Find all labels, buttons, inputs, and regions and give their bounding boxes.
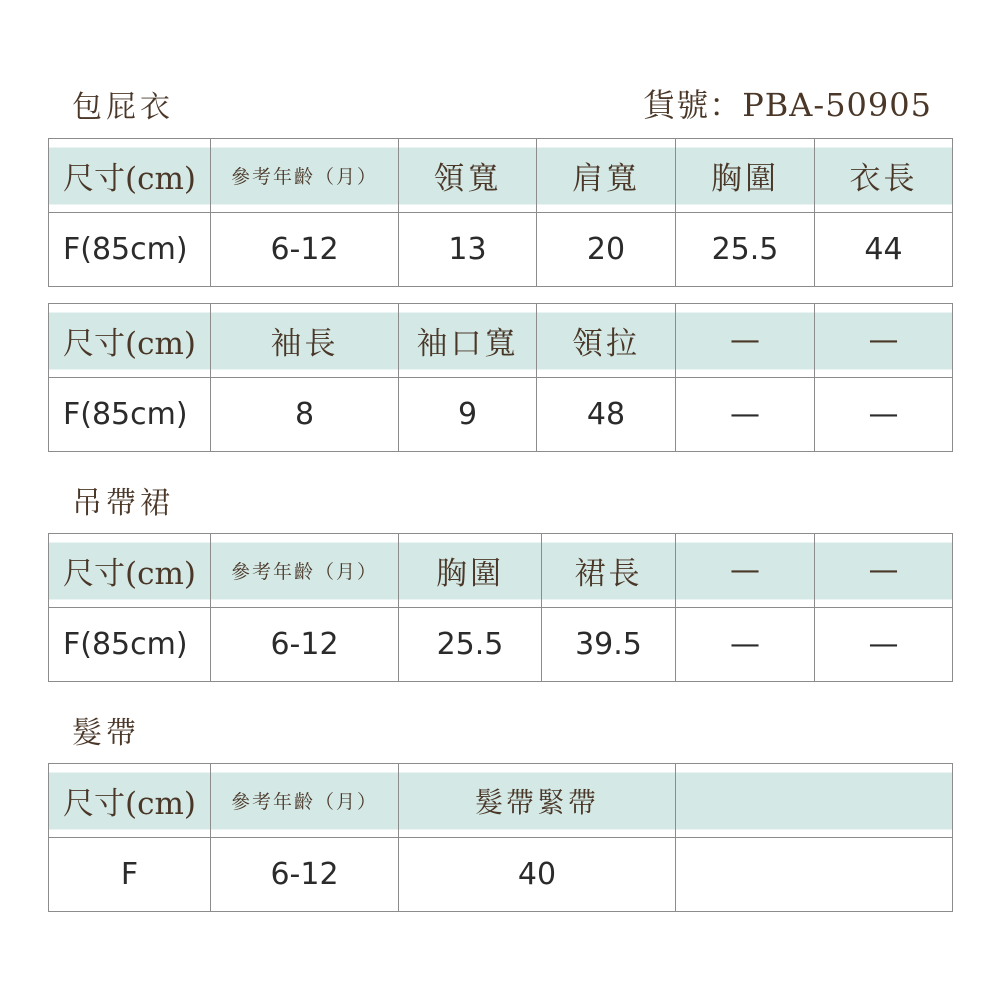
- table-row: [49, 838, 953, 912]
- header-chest: 胸圍: [676, 139, 815, 213]
- cell-empty-dash: —: [815, 378, 953, 452]
- cell-empty-dash: —: [676, 378, 815, 452]
- table-row: [49, 213, 953, 287]
- cell-empty-dash: —: [815, 608, 953, 682]
- header-size: 尺寸(cm): [49, 139, 211, 213]
- cell-neck-width: 13: [399, 213, 537, 287]
- bodysuit-size-table-2: [48, 303, 953, 452]
- table-header-row: [49, 304, 953, 378]
- cell-chest: 25.5: [676, 213, 815, 287]
- header-sleeve-length: 袖長: [211, 304, 399, 378]
- header-empty-dash: —: [676, 304, 815, 378]
- section-title-bodysuit: 包屁衣: [72, 90, 174, 125]
- header-neck-stretch: 領拉: [537, 304, 676, 378]
- header-age: 參考年齡（月）: [211, 764, 399, 838]
- cell-cuff-width: 9: [399, 378, 537, 452]
- header-empty-dash: —: [676, 534, 815, 608]
- header-size: 尺寸(cm): [49, 764, 211, 838]
- cell-neck-stretch: 48: [537, 378, 676, 452]
- cell-skirt-length: 39.5: [542, 608, 676, 682]
- cell-length: 44: [815, 213, 953, 287]
- cell-age: 6-12: [211, 838, 399, 912]
- header-size: 尺寸(cm): [49, 304, 211, 378]
- header-empty: [676, 764, 953, 838]
- cell-size: F(85cm): [49, 608, 211, 682]
- table-header-row: [49, 534, 953, 608]
- cell-size: F(85cm): [49, 213, 211, 287]
- table-header-row: [49, 139, 953, 213]
- header-length: 衣長: [815, 139, 953, 213]
- header-headband-elastic: 髮帶緊帶: [399, 764, 676, 838]
- header-empty-dash: —: [815, 534, 953, 608]
- header-shoulder-width: 肩寬: [537, 139, 676, 213]
- table-row: [49, 608, 953, 682]
- header-age: 參考年齡（月）: [211, 534, 399, 608]
- table-header-row: [49, 764, 953, 838]
- headband-size-table: [48, 763, 953, 912]
- cell-sleeve-length: 8: [211, 378, 399, 452]
- header-chest: 胸圍: [399, 534, 542, 608]
- cell-headband-elastic: 40: [399, 838, 676, 912]
- header-skirt-length: 裙長: [542, 534, 676, 608]
- header-empty-dash: —: [815, 304, 953, 378]
- bodysuit-size-table-1: [48, 138, 953, 287]
- cell-shoulder-width: 20: [537, 213, 676, 287]
- cell-age: 6-12: [211, 608, 399, 682]
- section-title-suspender-skirt: 吊帶裙: [72, 486, 174, 521]
- cell-age: 6-12: [211, 213, 399, 287]
- table-row: [49, 378, 953, 452]
- section-title-headband: 髮帶: [72, 716, 140, 751]
- header-cuff-width: 袖口寬: [399, 304, 537, 378]
- cell-chest: 25.5: [399, 608, 542, 682]
- item-number: 貨號：PBA-50905: [643, 86, 932, 124]
- header-age: 參考年齡（月）: [211, 139, 399, 213]
- skirt-size-table: [48, 533, 953, 682]
- cell-empty: [676, 838, 953, 912]
- header-size: 尺寸(cm): [49, 534, 211, 608]
- cell-size: F(85cm): [49, 378, 211, 452]
- cell-size: F: [49, 838, 211, 912]
- header-neck-width: 領寬: [399, 139, 537, 213]
- cell-empty-dash: —: [676, 608, 815, 682]
